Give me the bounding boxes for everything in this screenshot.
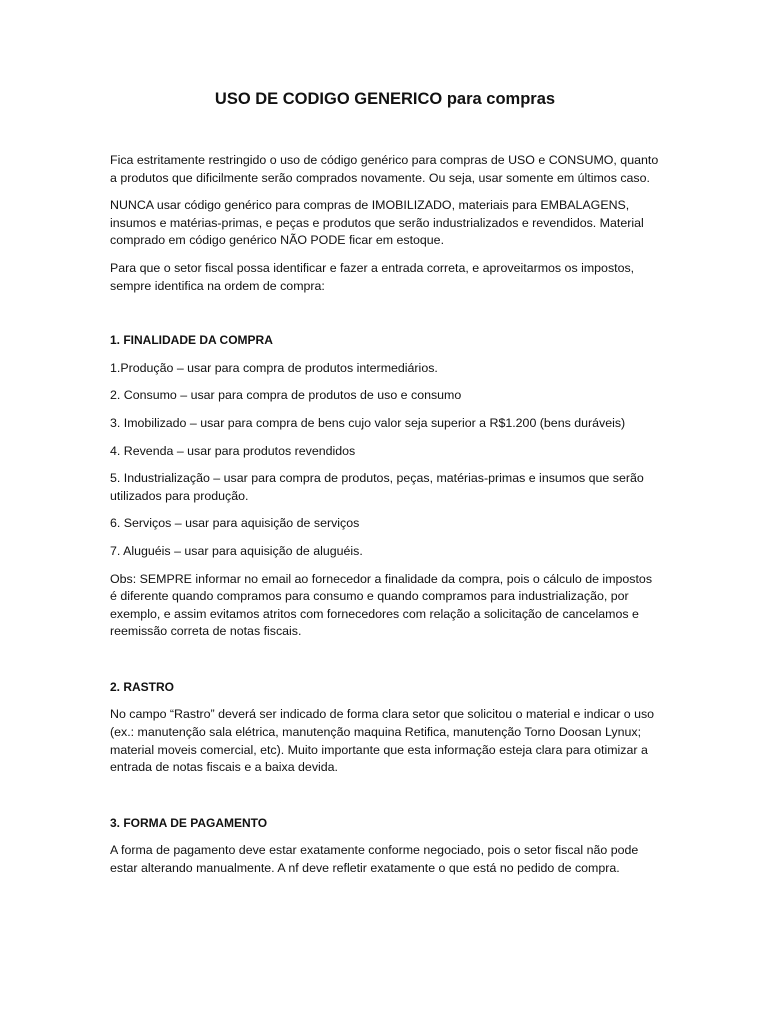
list-item: 7. Aluguéis – usar para aquisição de aluguéis. bbox=[110, 543, 363, 558]
document-body bbox=[110, 88, 660, 888]
intro-paragraph-1: Fica estritamente restringido o uso de código genérico para compras de USO e CONSUMO, quanto a produtos que dificilmente serão comprados novamente. Ou seja, usar somente em últimos caso. bbox=[110, 153, 659, 185]
document-title: USO DE CODIGO GENERICO para compras bbox=[214, 90, 556, 108]
intro-paragraph-2: NUNCA usar código genérico para compras de IMOBILIZADO, materiais para EMBALAGENS, insumos e matérias-primas, e peças e produtos que serão industrializados e revendidos. Material comprado em código genérico NÃO PODE ficar em estoque. bbox=[110, 198, 644, 248]
list-item: 5. Industrialização – usar para compra de produtos, peças, matérias-primas e insumos que serão utilizados para produção. bbox=[110, 471, 644, 503]
section-heading-forma-de-pagamento: 3. FORMA DE PAGAMENTO bbox=[110, 815, 268, 830]
list-item: 2. Consumo – usar para compra de produtos de uso e consumo bbox=[110, 388, 462, 403]
list-item: 1.Produção – usar para compra de produtos intermediários. bbox=[110, 360, 438, 375]
list-item: 6. Serviços – usar para aquisição de serviços bbox=[110, 516, 360, 531]
list-item: 3. Imobilizado – usar para compra de bens cujo valor seja superior a R$1.200 (bens duráveis) bbox=[110, 415, 626, 430]
section-heading-finalidade: 1. FINALIDADE DA COMPRA bbox=[110, 333, 273, 348]
section-heading-rastro: 2. RASTRO bbox=[110, 679, 175, 694]
rastro-paragraph: No campo “Rastro” deverá ser indicado de forma clara setor que solicitou o material e indicar o uso (ex.: manutenção sala elétrica, manutenção maquina Retifica, manutenção Torno Doosan Lynux; material moveis comercial, etc). Muito importante que esta informação esteja clara para otimizar a entrada de notas fiscais e a baixa devida. bbox=[110, 707, 655, 775]
pagamento-paragraph: A forma de pagamento deve estar exatamente conforme negociado, pois o setor fiscal não pode estar alterando manualmente. A nf deve refletir exatamente o que está no pedido de compra. bbox=[110, 843, 639, 876]
intro-paragraph-3: Para que o setor fiscal possa identificar e fazer a entrada correta, e aproveitarmos os impostos, sempre identifica na ordem de compra: bbox=[110, 260, 635, 293]
list-item: 4. Revenda – usar para produtos revendidos bbox=[110, 443, 356, 458]
note-paragraph: Obs: SEMPRE informar no email ao fornecedor a finalidade da compra, pois o cálculo de impostos é diferente quando compramos para consumo e quando compramos para industrialização, por exemplo, e assim evitamos atritos com fornecedores com relação a solicitação de cancelamos e reemissão correta de notas fiscais. bbox=[110, 571, 653, 639]
